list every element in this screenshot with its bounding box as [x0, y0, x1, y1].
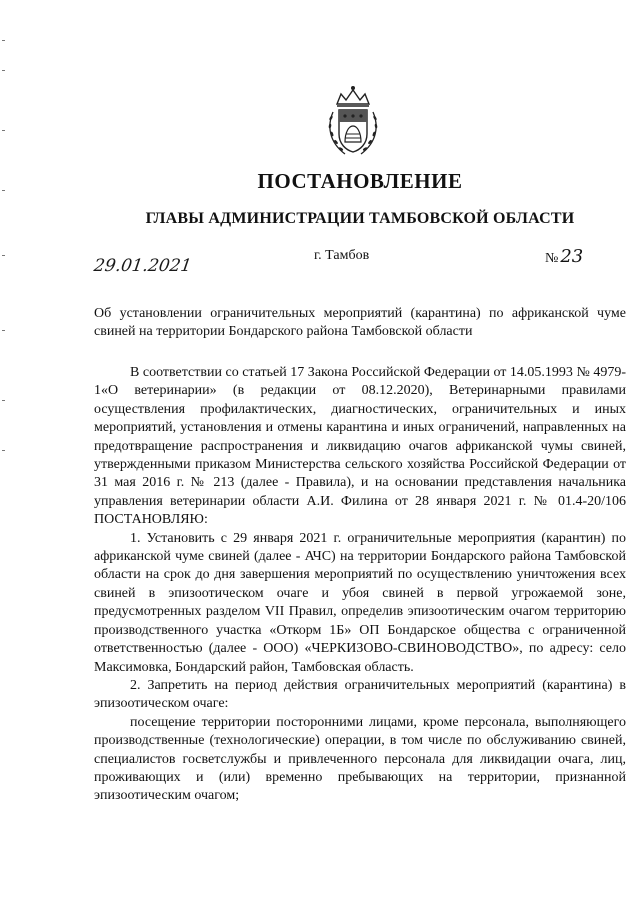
document-number [545, 246, 583, 267]
city-label: г. Тамбов [314, 248, 370, 263]
scan-edge-marks [2, 40, 6, 460]
handwritten-number: 23 [560, 246, 584, 267]
body-paragraph-item-1: 1. Установить с 29 января 2021 г. ограничительные мероприятия (карантин) по африканской чуме свиней (далее - АЧС) на территории Бондарского района Тамбовской области на срок до дня завершения мероприятий по осуществлению уничтожения всех свиней в эпизоотическом очаге и убоя свиней в первой угрожаемой зоне, предусмотренных разделом VII Правил, определив эпизоотическим очагом территорию производственного участка «Откорм 1Б» ОП Бондарское общества с ограниченной ответственностью (далее - ООО) «ЧЕРКИЗОВО-СВИНОВОДСТВО», по адресу: село Максимовка, Бондарский район, Тамбовская область. [94, 530, 626, 675]
document-subject: Об установлении ограничительных мероприятий (карантина) по африканской чуме свиней на территории Бондарского района Тамбовской области [94, 306, 626, 339]
body-paragraph-item-2-clause: посещение территории посторонними лицами, кроме персонала, выполняющего производственные (технологические) операции, в том числе по обслуживанию свиней, специалистов госветслужбы и привлеченного персонала для ликвидации очага, лиц, проживающих и (или) временно пребывающих на территории, признанной эпизоотическим очагом; [94, 714, 626, 804]
document-body [94, 364, 626, 806]
document-subtitle: ГЛАВЫ АДМИНИСТРАЦИИ ТАМБОВСКОЙ ОБЛАСТИ [145, 210, 575, 227]
tambov-coat-of-arms-emblem [323, 82, 383, 162]
body-paragraph-item-2: 2. Запретить на период действия ограничительных мероприятий (карантина) в эпизоотическом очаге: [94, 677, 626, 712]
document-title: ПОСТАНОВЛЕНИЕ [257, 169, 463, 193]
body-paragraph-preamble: В соответствии со статьей 17 Закона Российской Федерации от 14.05.1993 № 4979-1«О ветеринарии» (в редакции от 08.12.2020), Ветеринарными правилами осуществления профилактических, диагностических, ограничительных и иных мероприятий, установления и отмены карантина и иных ограничений, направленных на предотвращение распространения и ликвидацию очагов африканской чумы свиней, утвержденными приказом Министерства сельского хозяйства Российской Федерации от 31 мая 2016 г. № 213 (далее - Правила), и на основании представления начальника управления ветеринарии области А.И. Филина от 28 января 2021 г. № 01.4-20/106 ПОСТАНОВЛЯЮ: [94, 365, 626, 528]
handwritten-date: 29.01.2021 [92, 256, 193, 276]
number-sign: № [545, 251, 559, 266]
